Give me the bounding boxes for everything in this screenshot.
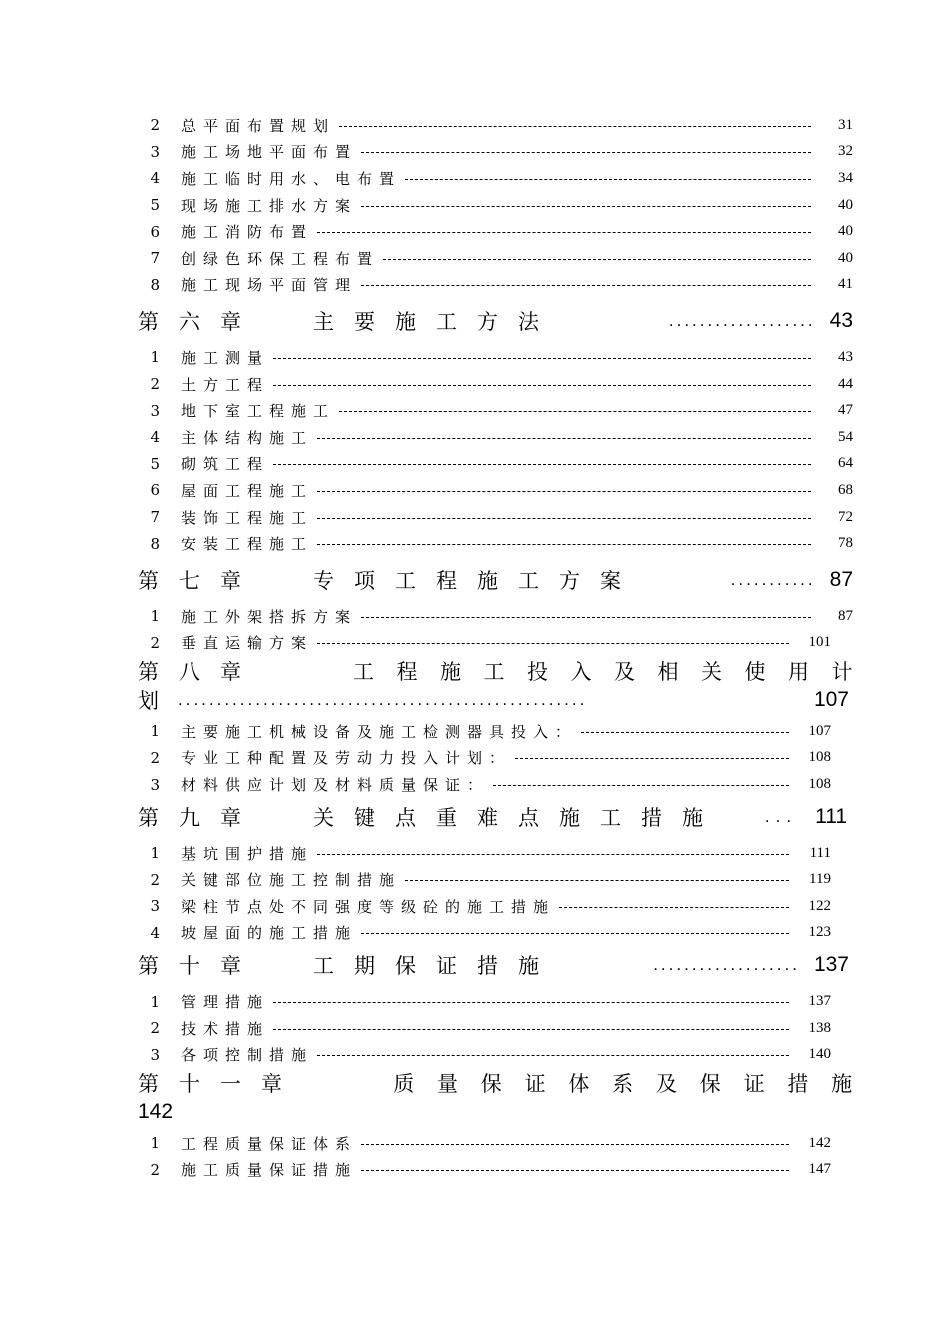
toc-entry[interactable] [138,1015,853,1042]
toc-entry[interactable] [138,245,853,272]
toc-entry[interactable] [138,192,853,219]
entry-title: 装饰工程施工 [181,508,314,527]
entry-page: 64 [838,455,853,472]
entry-title: 工程质量保证体系 [181,1134,358,1153]
entry-title: 总平面布置规划 [181,116,336,135]
entry-title: 施工现场平面管理 [181,276,358,295]
entry-number: 1 [150,992,160,1011]
dot-leader [317,854,789,855]
entry-number: 1 [150,348,160,367]
entry-page: 54 [838,428,853,445]
entry-number: 5 [150,454,160,473]
entry-number: 2 [150,375,160,394]
entry-page: 107 [808,722,831,739]
chapter-title: 工期保证措施 [313,955,559,979]
toc-entry[interactable] [138,893,853,920]
chapter-title: 质量保证体系及保证措施 [393,1073,875,1097]
toc-entry[interactable] [138,397,853,424]
toc-entry[interactable] [138,504,853,531]
entry-title: 土方工程 [181,375,270,394]
toc-entry[interactable] [138,451,853,478]
entry-page: 138 [808,1019,831,1036]
entry-number: 8 [150,534,160,553]
dot-leader [339,411,811,412]
entry-title: 施工场地平面布置 [181,143,358,162]
dot-leader [493,785,789,786]
chapter-page: 142 [138,1100,174,1124]
dot-leader [273,385,811,386]
entry-page: 147 [808,1161,831,1178]
entry-number: 6 [150,222,160,241]
entry-page: 72 [838,508,853,525]
entry-title: 关键部位施工控制措施 [181,871,402,890]
toc-entry[interactable] [138,1130,853,1157]
entry-page: 40 [838,249,853,266]
entry-page: 111 [809,844,831,861]
dot-leader [559,907,789,908]
chapter-number: 第七章 [138,569,261,593]
entry-number: 7 [150,508,160,527]
chapter-number: 第八章 [138,661,261,685]
chapter-number: 第六章 [138,311,261,335]
dot-leader [361,933,789,934]
entry-page: 87 [838,607,853,624]
entry-title: 技术措施 [181,1019,270,1038]
chapter-heading[interactable] [138,298,853,344]
entry-page: 123 [808,924,831,941]
toc-entry[interactable] [138,424,853,451]
dot-leader [405,880,789,881]
dot-leader: ... [764,806,798,826]
dot-leader [317,643,789,644]
entry-page: 43 [838,348,853,365]
entry-title: 屋面工程施工 [181,481,314,500]
chapter-title: 工程施工投入及相关使用计 [353,661,875,685]
entry-number: 2 [150,1160,160,1179]
dot-leader [317,438,811,439]
entry-page: 108 [808,776,831,793]
entry-page: 137 [808,993,831,1010]
entry-number: 8 [150,275,160,294]
entry-number: 2 [150,633,160,652]
entry-number: 6 [150,481,160,500]
entry-number: 3 [150,142,160,161]
entry-number: 4 [150,923,160,942]
chapter-page: 111 [815,804,847,828]
entry-number: 3 [150,897,160,916]
entry-title: 坡屋面的施工措施 [181,924,358,943]
entry-number: 5 [150,196,160,215]
chapter-page: 43 [829,309,853,333]
entry-page: 140 [808,1046,831,1063]
chapter-title: 关键点重难点施工措施 [313,806,723,830]
entry-page: 41 [838,276,853,293]
toc-entry[interactable] [138,1041,853,1068]
entry-page: 44 [838,375,853,392]
chapter-heading[interactable] [138,1068,875,1130]
entry-number: 1 [150,607,160,626]
dot-leader [361,285,811,286]
dot-leader [273,1029,789,1030]
dot-leader: ................... [668,311,816,331]
toc-entry[interactable] [138,603,853,630]
entry-page: 34 [838,169,853,186]
entry-page: 47 [838,402,853,419]
dot-leader [273,358,811,359]
entry-title: 各项控制措施 [181,1046,314,1065]
toc-entry[interactable] [138,718,853,745]
toc-entry[interactable] [138,165,853,192]
dot-leader [361,152,811,153]
entry-number: 3 [150,775,160,794]
dot-leader [273,464,811,465]
entry-number: 2 [150,870,160,889]
entry-number: 4 [150,169,160,188]
dot-leader: ........... [730,569,816,589]
entry-title: 主要施工机械设备及施工检测器具投入： [181,722,578,741]
chapter-number: 第十章 [138,955,261,979]
entry-number: 1 [150,722,160,741]
toc-entry[interactable] [138,272,853,299]
toc-entry[interactable] [138,988,853,1015]
dot-leader: ..................................................... [178,690,588,710]
chapter-page: 137 [813,953,849,977]
entry-number: 2 [150,748,160,767]
dot-leader [361,617,811,618]
entry-title: 垂直运输方案 [181,634,314,653]
entry-page: 119 [809,871,831,888]
toc-entry[interactable] [138,218,853,245]
chapter-page: 87 [829,567,853,591]
dot-leader [383,259,811,260]
entry-title: 创绿色环保工程布置 [181,249,380,268]
entry-number: 7 [150,249,160,268]
entry-page: 108 [808,749,831,766]
entry-title: 梁柱节点处不同强度等级砼的施工措施 [181,897,556,916]
dot-leader [273,1002,789,1003]
table-of-contents [138,112,875,1183]
dot-leader [317,232,811,233]
entry-title: 砌筑工程 [181,455,270,474]
entry-number: 4 [150,428,160,447]
toc-entry[interactable] [138,866,853,893]
dot-leader [339,126,811,127]
entry-title: 现场施工排水方案 [181,196,358,215]
dot-leader [317,544,811,545]
entry-title: 安装工程施工 [181,535,314,554]
toc-entry[interactable] [138,477,853,504]
entry-page: 68 [838,481,853,498]
toc-entry[interactable] [138,745,853,772]
toc-entry[interactable] [138,344,853,371]
chapter-title-continued: 划 [138,690,159,714]
entry-page: 101 [808,634,831,651]
entry-page: 31 [838,116,853,133]
entry-title: 专业工种配置及劳动力投入计划： [181,749,512,768]
dot-leader [405,179,811,180]
entry-page: 122 [808,897,831,914]
entry-title: 管理措施 [181,993,270,1012]
entry-title: 地下室工程施工 [181,402,336,421]
chapter-title: 专项工程施工方案 [313,569,641,593]
chapter-heading[interactable] [138,942,853,988]
entry-page: 40 [838,196,853,213]
chapter-heading[interactable] [138,656,875,718]
dot-leader [361,206,811,207]
chapter-number: 第九章 [138,806,261,830]
entry-page: 40 [838,223,853,240]
entry-number: 1 [150,844,160,863]
toc-entry[interactable] [138,1157,853,1184]
entry-title: 材料供应计划及材料质量保证： [181,776,490,795]
entry-number: 3 [150,1045,160,1064]
entry-number: 3 [150,401,160,420]
dot-leader [317,491,811,492]
entry-title: 施工测量 [181,348,270,367]
toc-entry[interactable] [138,530,853,557]
entry-title: 施工临时用水、电布置 [181,169,402,188]
entry-number: 2 [150,1019,160,1038]
chapter-title: 主要施工方法 [313,311,559,335]
dot-leader [581,732,789,733]
chapter-heading[interactable] [138,794,853,840]
entry-title: 基坑围护措施 [181,844,314,863]
toc-entry[interactable] [138,112,853,139]
dot-leader [317,1055,789,1056]
entry-title: 施工消防布置 [181,223,314,242]
entry-title: 施工质量保证措施 [181,1161,358,1180]
entry-title: 施工外架搭拆方案 [181,607,358,626]
entry-page: 142 [808,1134,831,1151]
chapter-heading[interactable] [138,557,853,603]
entry-page: 32 [838,143,853,160]
entry-page: 78 [838,535,853,552]
dot-leader [361,1170,789,1171]
toc-entry[interactable] [138,139,853,166]
dot-leader: ................... [653,955,800,975]
toc-entry[interactable] [138,371,853,398]
entry-title: 主体结构施工 [181,428,314,447]
dot-leader [515,758,789,759]
chapter-number: 第十一章 [138,1073,302,1097]
dot-leader [317,518,811,519]
entry-number: 1 [150,1134,160,1153]
entry-number: 2 [150,116,160,135]
dot-leader [361,1144,789,1145]
chapter-page: 107 [813,688,849,712]
toc-entry[interactable] [138,840,853,867]
toc-entry[interactable] [138,630,853,657]
